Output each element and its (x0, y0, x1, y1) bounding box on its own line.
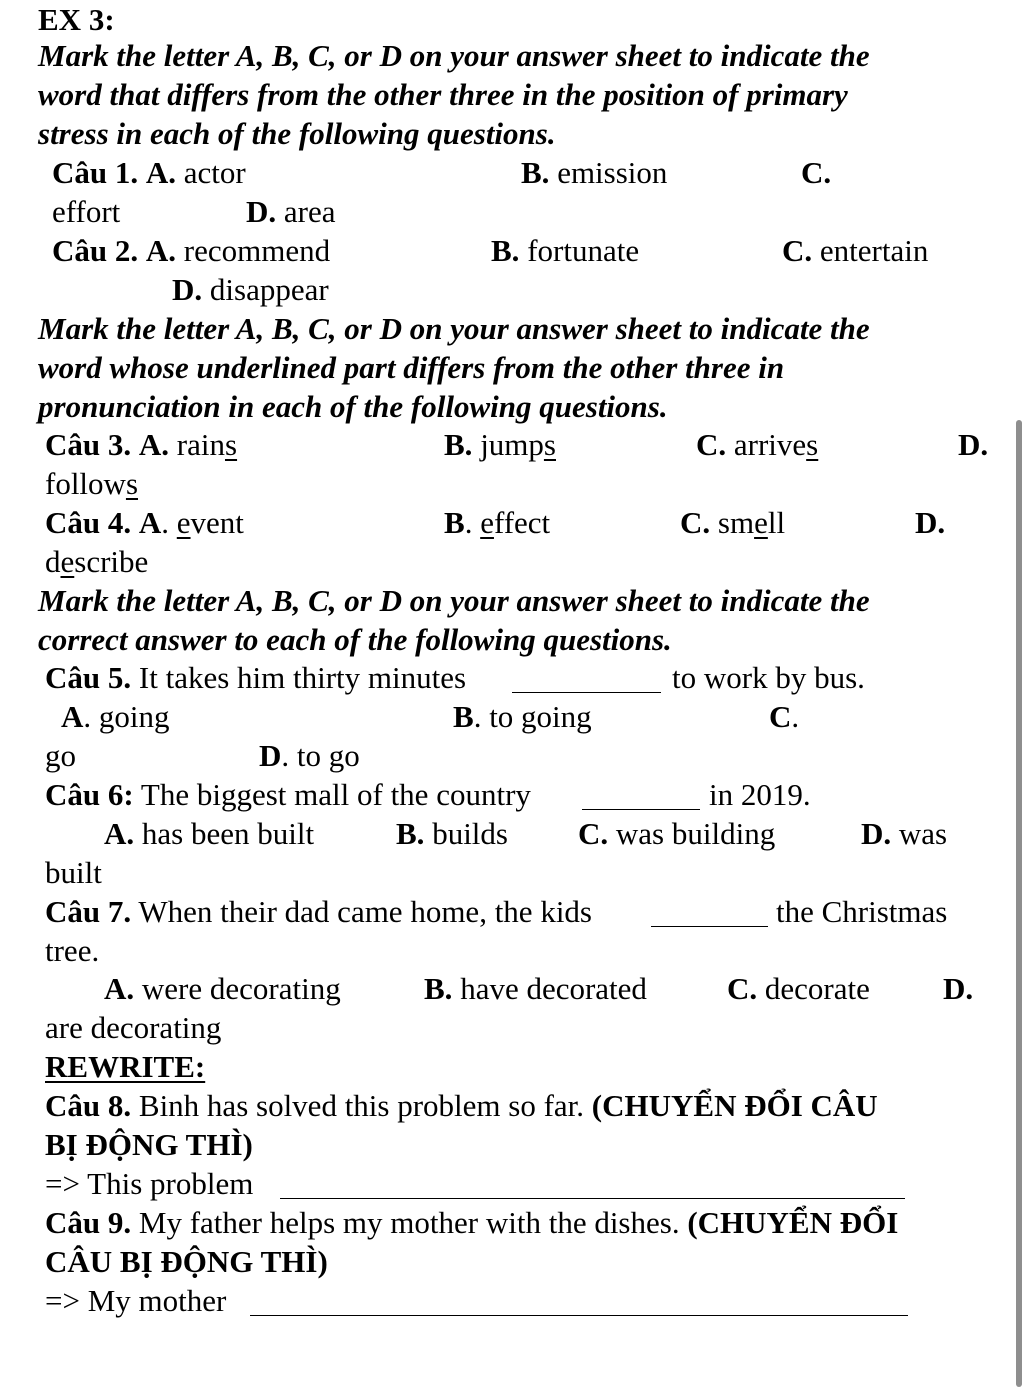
option-text: was building (615, 816, 776, 851)
question-5-option-c: C. (769, 699, 800, 734)
option-letter: A (138, 505, 162, 540)
question-3-option-c (696, 429, 818, 460)
question-3-option-b (444, 429, 556, 460)
option-letter: B. (424, 971, 453, 1006)
underlined-part: s (224, 427, 238, 462)
instruction-line: stress in each of the following questions. (38, 116, 556, 151)
question-2-option-c (782, 235, 928, 266)
question-7-row (45, 896, 592, 927)
option-text: arrives (733, 427, 819, 462)
option-text: built (45, 855, 102, 890)
question-5-option-d (259, 740, 360, 771)
question-text: in 2019. (709, 777, 811, 812)
question-number: Câu 5. (45, 660, 132, 695)
option-letter: B (444, 505, 465, 540)
question-1-option-d (246, 196, 336, 227)
question-7-option-c (727, 973, 870, 1004)
question-8-row (45, 1090, 878, 1121)
question-5-option-b (453, 701, 592, 732)
option-text: have decorated (460, 971, 647, 1006)
option-text: builds (432, 816, 508, 851)
question-number: Câu 9. (45, 1205, 132, 1240)
option-text: effort (52, 194, 121, 229)
option-text: actor (183, 155, 246, 190)
instruction-line: correct answer to each of the following questions. (38, 622, 672, 657)
option-text: go (45, 738, 76, 773)
question-number: Câu 7. (45, 894, 132, 929)
option-letter: B. (491, 233, 520, 268)
option-letter: A. (138, 427, 170, 462)
option-letter: A. (104, 816, 135, 851)
option-letter: A. (145, 233, 177, 268)
option-letter: A. (104, 971, 135, 1006)
instruction-line: word whose underlined part differs from the other three in (38, 350, 785, 385)
option-text: event (176, 505, 244, 540)
option-letter: C. (801, 155, 832, 190)
question-6-option-c (578, 818, 775, 849)
question-text: My father helps my mother with the dishes. (138, 1205, 680, 1240)
question-9-row (45, 1207, 898, 1238)
option-letter: D. (958, 427, 989, 462)
option-text: describe (45, 544, 149, 579)
question-6-option-b (396, 818, 508, 849)
answer-blank (512, 666, 661, 693)
option-text: recommend (183, 233, 331, 268)
question-6-option-d (861, 818, 947, 849)
instruction-note: BỊ ĐỘNG THÌ) (45, 1127, 253, 1162)
option-text: has been built (141, 816, 315, 851)
question-6-option-a (104, 818, 314, 849)
option-letter: D. (943, 971, 974, 1006)
option-text: decorate (764, 971, 870, 1006)
rewrite-heading: REWRITE: (45, 1049, 206, 1084)
question-1-row (52, 157, 246, 188)
question-5-row (45, 662, 466, 693)
option-letter: B (453, 699, 474, 734)
option-text: follows (45, 466, 139, 501)
rewrite-prompt: => My mother (45, 1283, 227, 1318)
instruction-note: CÂU BỊ ĐỘNG THÌ) (45, 1244, 328, 1279)
option-text: fortunate (527, 233, 640, 268)
underlined-part: e (60, 544, 75, 579)
question-number: Câu 1. (52, 155, 139, 190)
underlined-part: s (806, 427, 819, 462)
question-number: Câu 6: (45, 777, 134, 812)
instruction-line: Mark the letter A, B, C, or D on your answer sheet to indicate the (38, 583, 870, 618)
option-text: . going (83, 699, 170, 734)
instruction-note: (CHUYỂN ĐỔI CÂU (591, 1088, 878, 1123)
question-number: Câu 3. (45, 427, 132, 462)
option-text: were decorating (141, 971, 341, 1006)
option-text: effect (480, 505, 551, 540)
option-letter: B. (444, 427, 473, 462)
question-3-row (45, 429, 237, 460)
option-letter: C. (680, 505, 711, 540)
instruction-line: word that differs from the other three in the position of primary (38, 77, 848, 112)
scrollbar[interactable] (1016, 420, 1022, 1387)
question-text: tree. (45, 933, 100, 968)
question-2-option-b (491, 235, 639, 266)
option-text: smell (717, 505, 786, 540)
question-text: It takes him thirty minutes (138, 660, 467, 695)
question-text: When their dad came home, the kids (138, 894, 592, 929)
option-letter: C. (696, 427, 727, 462)
rewrite-prompt: => This problem (45, 1166, 254, 1201)
option-letter: D (259, 738, 282, 773)
option-letter: D. (915, 505, 946, 540)
answer-line[interactable] (250, 1289, 908, 1316)
question-number: Câu 8. (45, 1088, 132, 1123)
option-letter: A (61, 699, 84, 734)
instruction-line: pronunciation in each of the following questions. (38, 389, 668, 424)
option-text: rains (176, 427, 238, 462)
question-5-option-a (61, 701, 170, 732)
question-number: Câu 4. (45, 505, 132, 540)
option-letter: D. (172, 272, 203, 307)
underlined-part: e (480, 505, 494, 540)
option-text: jumps (480, 427, 556, 462)
underlined-part: e (754, 505, 768, 540)
answer-blank (582, 783, 700, 810)
option-letter: D. (861, 816, 892, 851)
option-letter: B. (521, 155, 550, 190)
instruction-line: Mark the letter A, B, C, or D on your answer sheet to indicate the (38, 38, 870, 73)
question-7-option-b (424, 973, 647, 1004)
option-text: . to go (281, 738, 360, 773)
instruction-line: Mark the letter A, B, C, or D on your answer sheet to indicate the (38, 311, 870, 346)
option-text: are decorating (45, 1010, 222, 1045)
option-text: area (283, 194, 336, 229)
option-text: disappear (209, 272, 329, 307)
question-2-option-d (172, 274, 329, 305)
option-letter: C. (782, 233, 813, 268)
answer-blank (651, 900, 768, 927)
question-7-option-a (104, 973, 341, 1004)
option-letter: B. (396, 816, 425, 851)
option-letter: C (769, 699, 792, 734)
option-text: emission (557, 155, 668, 190)
question-2-row (52, 235, 330, 266)
question-text: the Christmas (776, 894, 948, 929)
option-letter: D. (246, 194, 277, 229)
instruction-note: (CHUYỂN ĐỔI (687, 1205, 899, 1240)
underlined-part: e (176, 505, 191, 540)
option-letter: C. (727, 971, 758, 1006)
question-4-option-c (680, 507, 785, 538)
question-text: to work by bus. (672, 660, 865, 695)
option-text: was (898, 816, 948, 851)
question-6-row (45, 779, 531, 810)
question-text: Binh has solved this problem so far. (138, 1088, 585, 1123)
option-letter: A. (145, 155, 177, 190)
question-4-row: Câu 4. A. event (45, 505, 244, 540)
question-text: The biggest mall of the country (140, 777, 531, 812)
answer-line[interactable] (280, 1172, 905, 1199)
underlined-part: s (125, 466, 139, 501)
exercise-title: EX 3: (38, 2, 115, 37)
option-text: entertain (819, 233, 929, 268)
underlined-part: s (543, 427, 556, 462)
option-letter: C. (578, 816, 609, 851)
question-1-option-b (521, 157, 667, 188)
option-text: . to going (473, 699, 592, 734)
question-4-option-b: B. effect (444, 505, 551, 540)
question-number: Câu 2. (52, 233, 139, 268)
